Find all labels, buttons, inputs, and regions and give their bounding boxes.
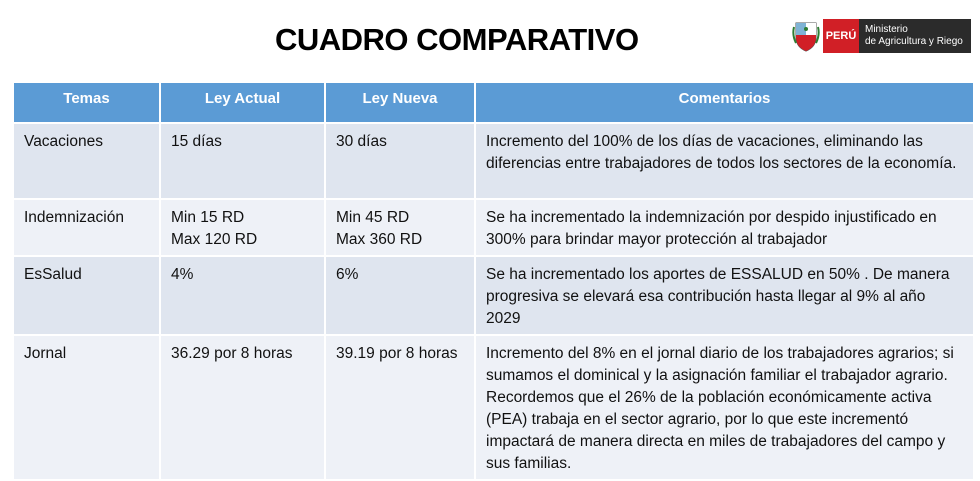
cell-line: 15 días [171, 133, 222, 150]
cell-comentario: Incremento del 100% de los días de vacaciones, eliminando las diferencias entre trabajadores de todos los sectores de la economía. [475, 123, 973, 199]
page-title: CUADRO COMPARATIVO [275, 22, 639, 57]
table-row [14, 335, 973, 479]
header-comentarios: Comentarios [475, 83, 973, 123]
cell-nueva [325, 256, 475, 335]
cell-tema: Indemnización [14, 199, 160, 256]
cell-line: Min 15 RD [171, 209, 245, 226]
header-temas: Temas [14, 83, 160, 123]
cell-line: Max 360 RD [336, 231, 423, 248]
table-header-row [14, 83, 973, 123]
cell-comentario: Incremento del 8% en el jornal diario de los trabajadores agrarios; si sumamos el dominical y la asignación familiar el trabajador agrario. Recordemos que el 26% de la población económicamente activa (PEA) trabaja en el sector agrario, por lo que este incrementó impactará de manera directa en miles de trabajadores del campo y sus familias. [475, 335, 973, 479]
cell-line: Min 45 RD [336, 209, 410, 226]
cell-tema: EsSalud [14, 256, 160, 335]
cell-line: 36.29 por 8 horas [171, 345, 293, 362]
cell-nueva [325, 335, 475, 479]
cell-line: 6% [336, 266, 359, 283]
cell-tema: Vacaciones [14, 123, 160, 199]
table-row [14, 123, 973, 199]
table-row [14, 256, 973, 335]
cell-tema: Jornal [14, 335, 160, 479]
ministry-label [859, 19, 971, 53]
cell-actual [160, 123, 325, 199]
ministry-line-1: Ministerio [865, 24, 908, 35]
header-ley-actual: Ley Actual [160, 83, 325, 123]
peru-label: PERÚ [823, 19, 859, 53]
header-ley-nueva: Ley Nueva [325, 83, 475, 123]
table-row [14, 199, 973, 256]
cell-actual [160, 199, 325, 256]
cell-comentario: Se ha incrementado la indemnización por despido injustificado en 300% para brindar mayor protección al trabajador [475, 199, 973, 256]
cell-nueva [325, 199, 475, 256]
cell-actual [160, 256, 325, 335]
cell-line: 4% [171, 266, 194, 283]
coat-of-arms-icon [792, 19, 820, 53]
cell-line: Max 120 RD [171, 231, 258, 248]
cell-nueva [325, 123, 475, 199]
comparison-table [14, 83, 973, 479]
cell-line: 30 días [336, 133, 387, 150]
cell-actual [160, 335, 325, 479]
ministry-line-2: de Agricultura y Riego [865, 36, 963, 47]
cell-line: 39.19 por 8 horas [336, 345, 458, 362]
ministry-logo [792, 18, 971, 54]
cell-comentario: Se ha incrementado los aportes de ESSALUD en 50% . De manera progresiva se elevará esa contribución hasta llegar al 9% al año 2029 [475, 256, 973, 335]
